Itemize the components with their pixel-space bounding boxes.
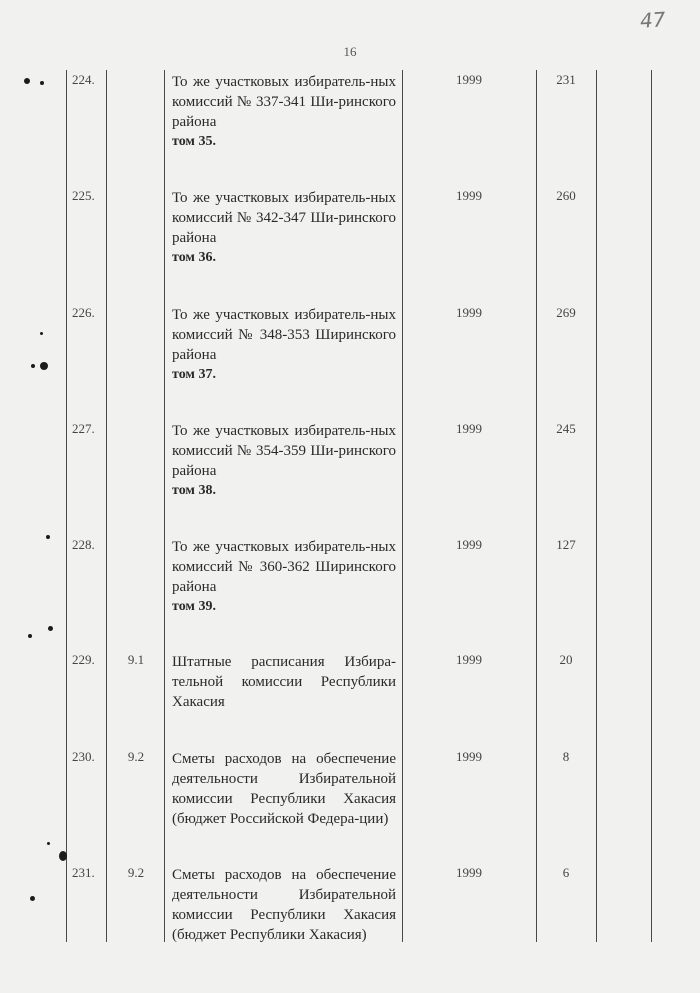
record-title-text: Штатные расписания Избира-тельной комиссии Республики Хакасия — [172, 654, 396, 710]
binding-hole-mark — [40, 362, 48, 370]
record-year: 1999 — [456, 537, 482, 552]
table-rule-num — [106, 70, 107, 942]
record-sheet-count: 6 — [562, 865, 570, 880]
binding-hole-mark — [31, 364, 35, 368]
record-title — [172, 652, 396, 712]
table-rule-index — [164, 70, 165, 942]
table-rule-left — [66, 70, 67, 942]
record-title — [172, 188, 396, 268]
record-year: 1999 — [456, 72, 482, 87]
record-number: 230. — [72, 749, 95, 764]
handwritten-sheet-number: 47 — [639, 7, 667, 33]
record-number: 224. — [72, 72, 95, 87]
record-title-text: То же участковых избиратель-ных комиссий № 354-359 Ши-ринского района — [172, 423, 396, 479]
table-rule-right — [651, 70, 652, 942]
record-sheet-count: 269 — [556, 305, 576, 320]
record-sheet-count: 231 — [556, 72, 576, 87]
record-volume: том 39. — [172, 599, 216, 614]
record-volume: том 35. — [172, 134, 216, 149]
record-index: 9.2 — [127, 749, 145, 764]
record-number: 226. — [72, 305, 95, 320]
record-number: 228. — [72, 537, 95, 552]
record-volume: том 38. — [172, 483, 216, 498]
record-number: 227. — [72, 421, 95, 436]
record-year: 1999 — [456, 305, 482, 320]
record-year: 1999 — [456, 865, 482, 880]
record-title-text: Сметы расходов на обеспечение деятельности Избирательной комиссии Республики Хакасия (бюджет Российской Федера-ции) — [172, 751, 396, 827]
record-title — [172, 537, 396, 617]
binding-hole-mark — [24, 78, 30, 84]
record-title-text: Сметы расходов на обеспечение деятельности Избирательной комиссии Республики Хакасия (бюджет Республики Хакасия) — [172, 867, 396, 943]
binding-hole-mark — [46, 535, 50, 539]
table-rule-sheets — [596, 70, 597, 942]
binding-hole-mark — [40, 332, 43, 335]
record-year: 1999 — [456, 421, 482, 436]
record-sheet-count: 8 — [562, 749, 570, 764]
record-title — [172, 749, 396, 829]
record-title — [172, 305, 396, 385]
binding-hole-mark — [48, 626, 53, 631]
record-index: 9.1 — [127, 652, 145, 667]
binding-hole-mark — [40, 81, 44, 85]
record-number: 229. — [72, 652, 95, 667]
record-volume: том 37. — [172, 367, 216, 382]
record-sheet-count: 260 — [556, 188, 576, 203]
binding-hole-mark — [28, 634, 32, 638]
record-title — [172, 865, 396, 945]
record-sheet-count: 127 — [556, 537, 576, 552]
record-title-text: То же участковых избиратель-ных комиссий № 348-353 Ширинского района — [172, 307, 396, 363]
record-year: 1999 — [456, 652, 482, 667]
record-sheet-count: 245 — [556, 421, 576, 436]
record-title — [172, 421, 396, 501]
record-title-text: То же участковых избиратель-ных комиссий № 337-341 Ши-ринского района — [172, 74, 396, 130]
binding-hole-mark — [47, 842, 50, 845]
binding-hole-mark — [30, 896, 35, 901]
page-number: 16 — [343, 44, 357, 59]
record-year: 1999 — [456, 749, 482, 764]
record-volume: том 36. — [172, 250, 216, 265]
record-index: 9.2 — [127, 865, 145, 880]
record-year: 1999 — [456, 188, 482, 203]
table-rule-title — [402, 70, 403, 942]
record-title — [172, 72, 396, 152]
record-title-text: То же участковых избиратель-ных комиссий № 342-347 Ши-ринского района — [172, 190, 396, 246]
record-number: 231. — [72, 865, 95, 880]
record-title-text: То же участковых избиратель-ных комиссий № 360-362 Ширинского района — [172, 539, 396, 595]
record-number: 225. — [72, 188, 95, 203]
binding-hole-mark — [59, 851, 67, 861]
record-sheet-count: 20 — [559, 652, 573, 667]
